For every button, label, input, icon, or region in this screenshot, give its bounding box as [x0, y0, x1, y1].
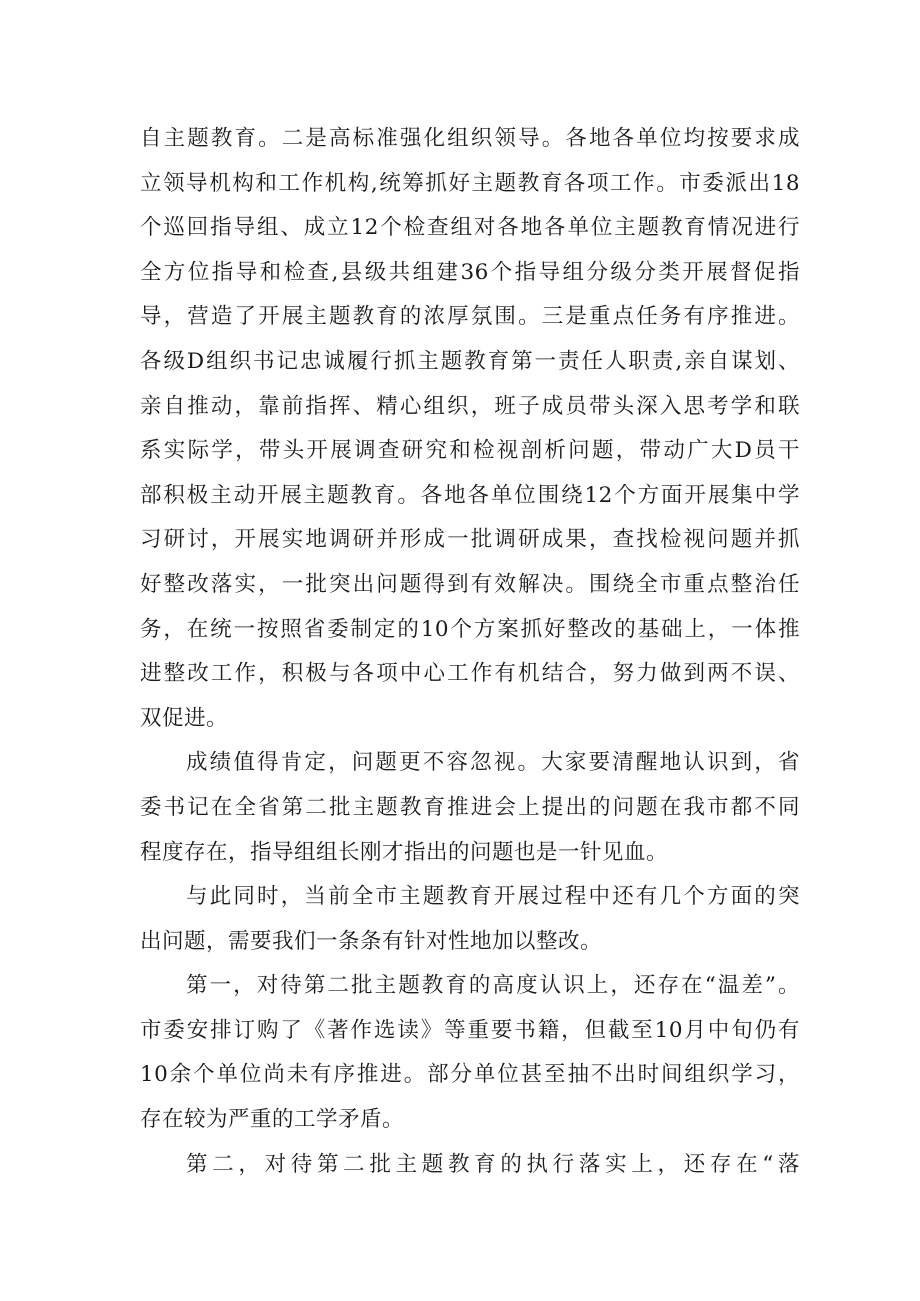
text-line: 出问题，需要我们一条条有针对性地加以整改。 [140, 928, 603, 954]
text-line: 亲自推动，靠前指挥、精心组织，班子成员带头深入思考学和联 [140, 393, 800, 419]
text-line: 进整改工作，积极与各项中心工作有机结合，努力做到两不误、 [140, 661, 800, 687]
text-line: 第一，对待第二批主题教育的高度认识上，还存在“温差”。 [186, 973, 800, 999]
text-line: 委书记在全省第二批主题教育推进会上提出的问题在我市都不同 [140, 794, 800, 820]
text-line: 第二，对待第二批主题教育的执行落实上，还存在“落 [186, 1151, 800, 1177]
text-line: 市委安排订购了《著作选读》等重要书籍，但截至10月中旬仍有 [140, 1017, 800, 1043]
text-line: 程度存在，指导组组长刚才指出的问题也是一针见血。 [140, 839, 669, 865]
text-line: 双促进。 [140, 705, 229, 731]
paragraph [140, 875, 800, 964]
text-line: 导，营造了开展主题教育的浓厚氛围。三是重点任务有序推进。 [140, 304, 800, 330]
text-line: 各级D组织书记忠诚履行抓主题教育第一责任人职责,亲自谋划、 [140, 348, 800, 374]
text-line: 部积极主动开展主题教育。各地各单位围绕12个方面开展集中学 [140, 482, 800, 508]
text-line: 习研讨，开展实地调研并形成一批调研成果，查找检视问题并抓 [140, 527, 800, 553]
paragraph [140, 741, 800, 875]
paragraph [140, 964, 800, 1142]
text-line: 自主题教育。二是高标准强化组织领导。各地各单位均按要求成 [140, 126, 800, 151]
document-body [140, 117, 800, 1187]
text-line: 系实际学，带头开展调查研究和检视剖析问题，带动广大D员干 [140, 438, 800, 464]
text-line: 与此同时，当前全市主题教育开展过程中还有几个方面的突 [186, 884, 800, 910]
text-line: 全方位指导和检查,县级共组建36个指导组分级分类开展督促指 [140, 259, 800, 285]
paragraph [140, 117, 800, 741]
text-line: 立领导机构和工作机构,统筹抓好主题教育各项工作。市委派出18 [140, 170, 800, 196]
paragraph [140, 1143, 800, 1188]
text-line: 个巡回指导组、成立12个检查组对各地各单位主题教育情况进行 [140, 215, 800, 241]
text-line: 好整改落实，一批突出问题得到有效解决。围绕全市重点整治任 [140, 571, 800, 597]
text-line: 务，在统一按照省委制定的10个方案抓好整改的基础上，一体推 [140, 616, 800, 642]
text-line: 10余个单位尚未有序推进。部分单位甚至抽不出时间组织学习， [140, 1062, 800, 1088]
text-line: 成绩值得肯定，问题更不容忽视。大家要清醒地认识到，省 [186, 750, 800, 776]
text-line: 存在较为严重的工学矛盾。 [140, 1107, 405, 1133]
